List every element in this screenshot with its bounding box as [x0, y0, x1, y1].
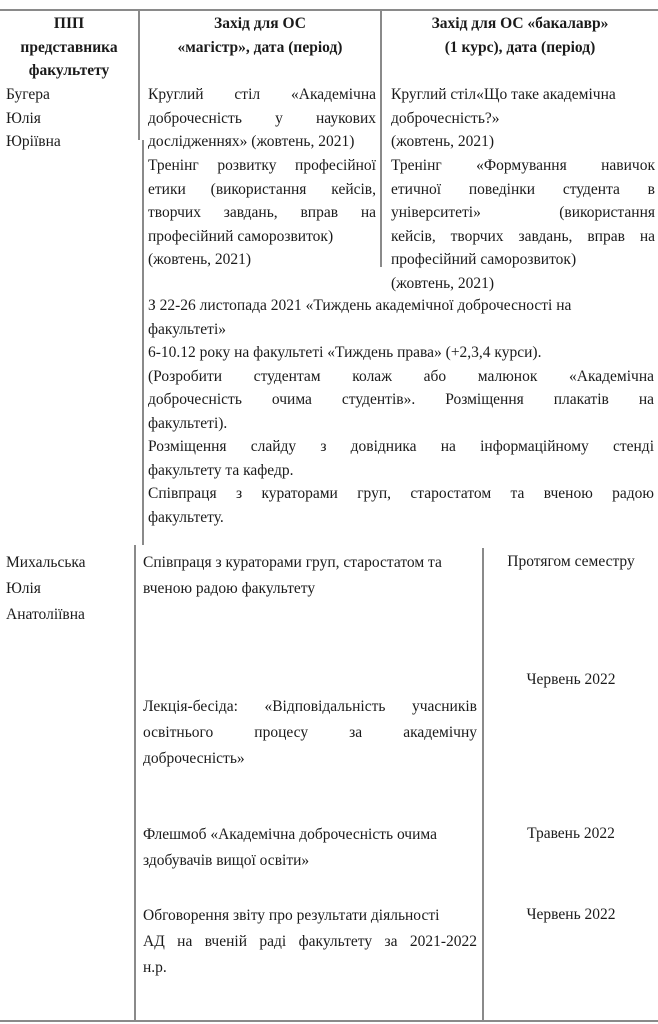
event-date: Червень 2022	[526, 671, 616, 688]
bachelor-event	[391, 154, 655, 295]
event-line: 6-10.12 року на факультеті «Тиждень права» (+2,3,4 курси).	[148, 344, 542, 361]
event-line: професійний саморозвиток)	[391, 251, 577, 268]
event-line: Обговорення звіту про результати діяльності	[143, 907, 440, 924]
header-col-bachelor	[382, 12, 658, 59]
person-name	[6, 550, 130, 628]
event-line: (жовтень, 2021)	[391, 133, 495, 150]
event-line: доброчесність у наукових	[148, 109, 376, 127]
event-description	[143, 822, 477, 874]
event-line: (жовтень, 2021)	[391, 274, 495, 292]
person-name	[6, 83, 134, 154]
event-line: доброчесність»	[143, 750, 245, 767]
column-divider	[482, 548, 484, 1021]
header-text: ПІП	[53, 15, 85, 32]
event-date: Червень 2022	[526, 906, 616, 923]
header-text: факультету	[28, 62, 110, 79]
header-col-master	[140, 12, 380, 59]
event-line: творчих завдань, вправ на	[148, 204, 376, 221]
master-event	[148, 154, 376, 272]
master-event	[148, 83, 376, 154]
header-text: «магістр», дата (період)	[177, 38, 343, 56]
event-line: (жовтень, 2021)	[148, 251, 252, 268]
name-line: Юріївна	[6, 133, 61, 150]
header-col-name	[0, 12, 138, 83]
event-line: кейсів, творчих завдань, вправ на	[391, 227, 655, 245]
event-line: етики (використання кейсів,	[148, 180, 376, 198]
event-line: університеті» (використання	[391, 204, 655, 221]
header-text: (1 курс), дата (період)	[444, 38, 596, 56]
header-text: Захід для ОС	[214, 15, 306, 32]
event-line: дослідженнях» (жовтень, 2021)	[148, 133, 355, 150]
name-line: Юлія	[6, 580, 41, 597]
header-text: Захід для ОС «бакалавр»	[431, 15, 609, 32]
table-bottom-border	[0, 1020, 658, 1022]
table-top-border	[0, 9, 658, 11]
event-line: З 22-26 листопада 2021 «Тиждень академічної доброчесності на	[148, 297, 572, 314]
name-line: Анатоліївна	[6, 606, 85, 623]
event-line: (Розробити студентам колаж або малюнок «Академічна	[148, 367, 654, 385]
event-line: Круглий стіл «Академічна	[148, 86, 376, 103]
event-line: Співпраця з кураторами груп, старостатом та вченою радою	[148, 485, 654, 502]
name-line: Михальська	[6, 554, 86, 571]
event-description	[143, 694, 477, 772]
name-line: Юлія	[6, 109, 41, 127]
event-line: факультету.	[148, 508, 224, 526]
bachelor-event	[391, 83, 655, 154]
event-line: етичної поведінки студента в	[391, 180, 655, 198]
header-text: представника	[20, 38, 118, 56]
common-events	[148, 294, 654, 529]
column-divider	[142, 140, 144, 545]
event-line: Флешмоб «Академічна доброчесність очима	[143, 826, 437, 843]
event-date: Протягом семестру	[507, 553, 635, 570]
event-line: Співпраця з кураторами груп, старостатом та	[143, 554, 442, 571]
event-line: Лекція-бесіда: «Відповідальність учасників	[143, 698, 477, 715]
event-line: н.р.	[143, 959, 167, 976]
event-line: професійний саморозвиток)	[148, 227, 334, 245]
name-line: Бугера	[6, 86, 50, 103]
column-divider	[134, 545, 136, 1021]
event-line: доброчесність?»	[391, 109, 500, 127]
event-line: Тренінг розвитку професійної	[148, 157, 376, 174]
event-line: здобувачів вищої освіти»	[143, 852, 310, 869]
event-description	[143, 903, 477, 981]
event-line: Тренінг «Формування навичок	[391, 157, 655, 174]
event-line: освітнього процесу за академічну	[143, 724, 477, 741]
event-line: факультеті).	[148, 414, 228, 432]
event-line: факультеті»	[148, 320, 226, 338]
event-line: доброчесність очима студентів». Розміщення плакатів на	[148, 391, 654, 408]
event-line: Розміщення слайду з довідника на інформаційному стенді	[148, 438, 654, 455]
event-description	[143, 550, 477, 602]
event-line: Круглий стіл«Що таке академічна	[391, 86, 616, 103]
event-line: АД на вченій раді факультету за 2021-2022	[143, 933, 477, 950]
event-date: Травень 2022	[527, 825, 615, 842]
event-line: вченою радою факультету	[143, 580, 316, 597]
event-line: факультету та кафедр.	[148, 461, 294, 479]
